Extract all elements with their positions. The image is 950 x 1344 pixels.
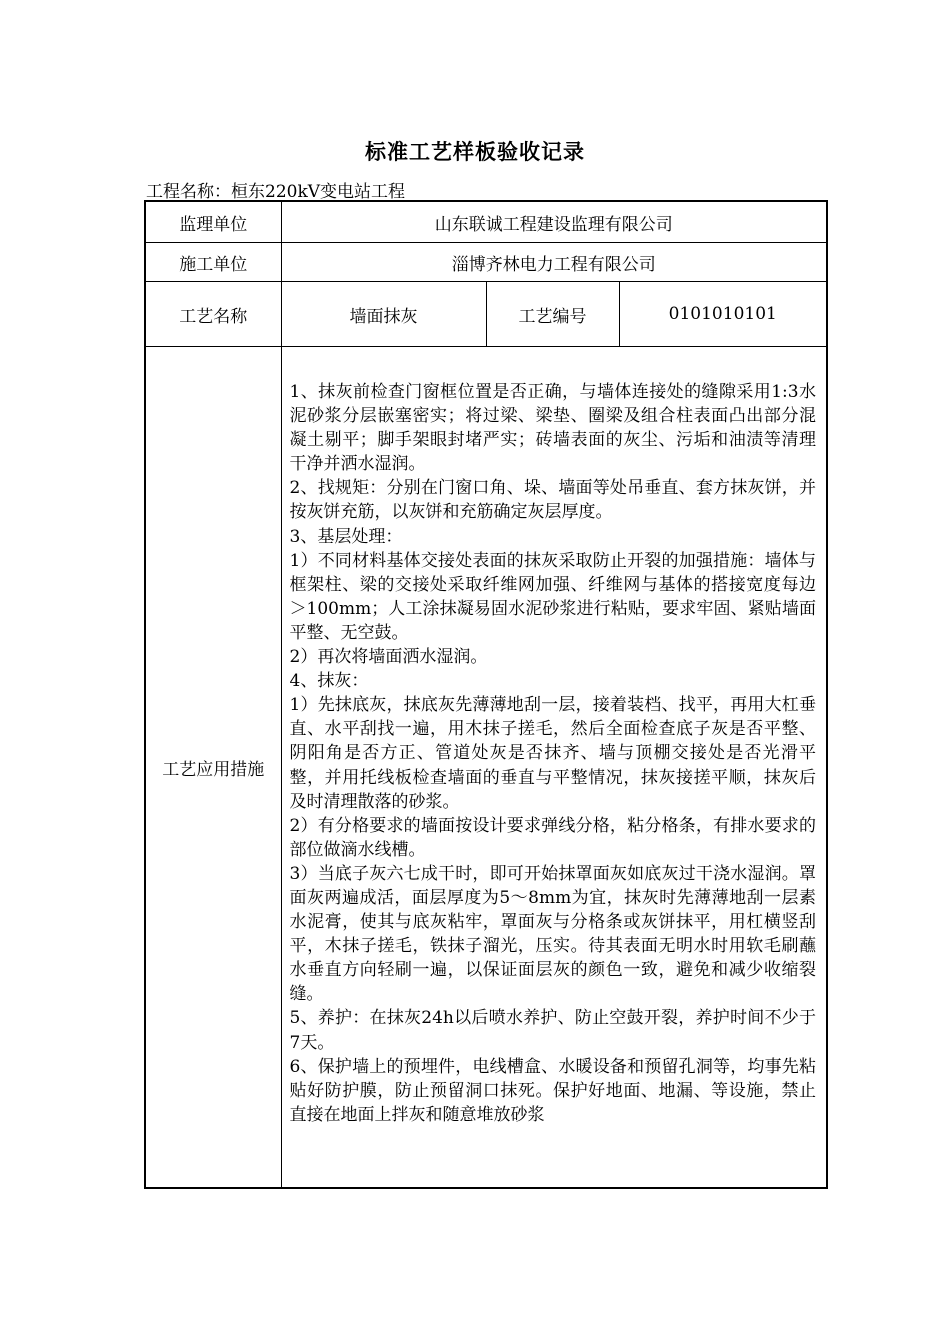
acceptance-record-table: [144, 200, 828, 1189]
measures-paragraph-7: 1）先抹底灰，抹底灰先薄薄地刮一层，接着装档、找平，再用大杠垂直、水平刮找一遍，用木抹子搓毛，然后全面检查底子灰是否平整、阴阳角是否方正、管道处灰是否抹齐、墙与顶棚交接处是否光滑平整，并用托线板检查墙面的垂直与平整情况，抹灰接搓平顺，抹灰后及时清理散落的砂浆。: [289, 695, 817, 812]
measures-paragraph-5: 2）再次将墙面洒水湿润。: [289, 647, 488, 668]
supervisor-value: 山东联诚工程建设监理有限公司: [281, 201, 827, 243]
project-name: 工程名称：桓东220kV变电站工程: [146, 182, 406, 202]
process-row: [145, 282, 827, 347]
supervisor-label: 监理单位: [145, 201, 281, 243]
document-title: 标准工艺样板验收记录: [365, 139, 585, 164]
measures-paragraph-4: 1）不同材料基体交接处表面的抹灰采取防止开裂的加强措施：墙体与框架柱、梁的交接处采取纤维网加强、纤维网与基体的搭接宽度每边＞100mm；人工涂抹凝易固水泥砂浆进行粘贴，要求牢固、紧贴墙面平整、无空鼓。: [289, 550, 817, 643]
process-code-label: 工艺编号: [486, 282, 619, 347]
process-name-value: 墙面抹灰: [281, 282, 486, 347]
measures-paragraph-8: 2）有分格要求的墙面按设计要求弹线分格，粘分格条，有排水要求的部位做滴水线槽。: [289, 815, 817, 860]
contractor-value: 淄博齐林电力工程有限公司: [281, 243, 827, 282]
measures-paragraph-11: 6、保护墙上的预埋件，电线槽盒、水暖设备和预留孔洞等，均事先粘贴好防护膜，防止预留洞口抹死。保护好地面、地漏、等设施，禁止直接在地面上拌灰和随意堆放砂浆: [289, 1056, 817, 1125]
contractor-row: [145, 243, 827, 282]
measures-row: [145, 347, 827, 1189]
measures-label: 工艺应用措施: [145, 347, 281, 1189]
measures-content: [281, 347, 827, 1189]
process-code-value: 0101010101: [619, 282, 827, 347]
measures-paragraph-10: 5、养护：在抹灰24h以后喷水养护、防止空鼓开裂，养护时间不少于7天。: [289, 1008, 817, 1053]
process-name-label: 工艺名称: [145, 282, 281, 347]
measures-paragraph-2: 2、找规矩：分别在门窗口角、垛、墙面等处吊垂直、套方抹灰饼，并按灰饼充筋，以灰饼和充筋确定灰层厚度。: [289, 478, 817, 523]
contractor-label: 施工单位: [145, 243, 281, 282]
measures-paragraph-6: 4、抹灰：: [289, 671, 369, 692]
measures-paragraph-9: 3）当底子灰六七成干时，即可开始抹罩面灰如底灰过干浇水湿润。罩面灰两遍成活，面层厚度为5～8mm为宜，抹灰时先薄薄地刮一层素水泥膏，使其与底灰粘牢，罩面灰与分格条或灰饼抹平，用杠横竖刮平，木抹子搓毛，铁抹子溜光，压实。待其表面无明水时用软毛刷蘸水垂直方向轻刷一遍，以保证面层灰的颜色一致，避免和减少收缩裂缝。: [289, 863, 817, 1005]
measures-paragraph-1: 1、抹灰前检查门窗框位置是否正确，与墙体连接处的缝隙采用1:3水泥砂浆分层嵌塞密实；将过梁、梁垫、圈梁及组合柱表面凸出部分混凝土剔平；脚手架眼封堵严实；砖墙表面的灰尘、污垢和油渍等清理干净并洒水湿润。: [289, 382, 817, 475]
supervisor-row: [145, 201, 827, 243]
measures-paragraph-3: 3、基层处理：: [289, 526, 403, 547]
